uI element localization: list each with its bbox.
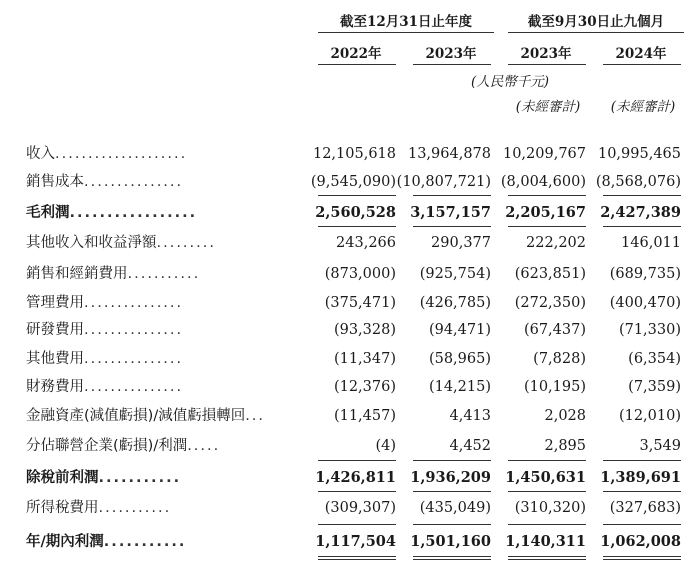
unaudited-label-2: (未經審計) xyxy=(610,99,676,115)
unaudited-label-1: (未經審計) xyxy=(515,99,581,115)
row-label xyxy=(26,142,187,166)
row-label-text: 金融資產(減值虧損)/減值虧損轉回 xyxy=(26,408,246,424)
row-value-col-3: 2,205,167 xyxy=(505,204,586,221)
table-row xyxy=(0,496,700,520)
table-row xyxy=(0,404,700,428)
sum-rule xyxy=(318,460,396,461)
row-value-col-3: (623,851) xyxy=(514,266,586,282)
row-value-col-3: (10,195) xyxy=(523,379,586,395)
row-value-col-2: (14,215) xyxy=(428,379,491,395)
row-value-col-4: 1,062,008 xyxy=(600,533,681,550)
row-value-col-2: 290,377 xyxy=(431,235,491,251)
row-label-text: 銷售和經銷費用 xyxy=(26,266,128,282)
row-value-col-4: (12,010) xyxy=(618,408,681,424)
row-label-text: 研發費用 xyxy=(26,322,84,338)
sum-rule xyxy=(603,460,681,461)
row-value-col-1: (309,307) xyxy=(324,500,396,516)
row-label-text: 銷售成本 xyxy=(26,174,84,190)
row-value-col-2: 3,157,157 xyxy=(410,204,491,221)
row-value-col-2: 1,501,160 xyxy=(410,533,491,550)
row-value-col-1: (873,000) xyxy=(324,266,396,282)
row-label xyxy=(26,434,220,458)
unit-label: (人民幣千元) xyxy=(470,74,550,90)
row-label-text: 毛利潤 xyxy=(26,205,70,221)
leader-dots: ........... xyxy=(103,534,187,550)
row-label-text: 除稅前利潤 xyxy=(26,470,99,486)
row-value-col-4: (7,359) xyxy=(628,379,681,395)
row-value-col-3: (272,350) xyxy=(514,295,586,311)
row-label-text: 其他收入和收益淨額 xyxy=(26,235,157,251)
table-row xyxy=(0,262,700,286)
row-label xyxy=(26,530,186,554)
row-label-text: 其他費用 xyxy=(26,351,84,367)
sum-rule xyxy=(508,556,586,557)
row-value-col-1: (11,347) xyxy=(333,351,396,367)
year-rule-3 xyxy=(508,64,586,65)
table-row xyxy=(0,142,700,166)
row-value-col-1: (9,545,090) xyxy=(310,174,396,190)
row-label xyxy=(26,496,171,520)
sum-rule xyxy=(508,524,586,525)
row-label xyxy=(26,404,265,428)
year-header-1: 2022年 xyxy=(330,46,382,62)
row-value-col-3: 10,209,767 xyxy=(502,146,586,162)
leader-dots: ......... xyxy=(156,235,216,251)
year-rule-2 xyxy=(413,64,491,65)
row-value-col-3: (310,320) xyxy=(514,500,586,516)
leader-dots: ............... xyxy=(84,351,184,367)
table-row xyxy=(0,231,700,255)
table-row xyxy=(0,375,700,399)
table-row xyxy=(0,434,700,458)
sum-rule xyxy=(413,559,491,560)
row-value-col-3: 222,202 xyxy=(526,235,586,251)
year-header-3: 2023年 xyxy=(520,46,572,62)
sum-rule xyxy=(508,226,586,227)
row-value-col-2: 4,413 xyxy=(449,408,491,424)
row-value-col-4: (689,735) xyxy=(609,266,681,282)
sum-rule xyxy=(603,559,681,560)
row-label xyxy=(26,262,200,286)
row-value-col-4: (8,568,076) xyxy=(595,174,681,190)
sum-rule xyxy=(508,460,586,461)
leader-dots: ..... xyxy=(187,438,221,454)
row-value-col-4: (6,354) xyxy=(628,351,681,367)
row-label-text: 收入 xyxy=(26,146,55,162)
header-group-annual: 截至12月31日止年度 xyxy=(339,14,473,30)
row-value-col-3: (7,828) xyxy=(533,351,586,367)
row-value-col-1: 243,266 xyxy=(336,235,396,251)
sum-rule xyxy=(508,491,586,492)
row-value-col-2: 1,936,209 xyxy=(410,469,491,486)
row-value-col-4: 1,389,691 xyxy=(600,469,681,486)
row-label xyxy=(26,170,183,194)
table-row xyxy=(0,466,700,490)
leader-dots: ............... xyxy=(84,322,184,338)
sum-rule xyxy=(508,559,586,560)
sum-rule xyxy=(603,491,681,492)
sum-rule xyxy=(413,556,491,557)
row-value-col-1: 2,560,528 xyxy=(315,204,396,221)
row-value-col-2: (426,785) xyxy=(419,295,491,311)
sum-rule xyxy=(603,524,681,525)
sum-rule xyxy=(413,524,491,525)
row-value-col-4: (400,470) xyxy=(609,295,681,311)
row-label xyxy=(26,231,216,255)
row-label-text: 所得稅費用 xyxy=(26,500,99,516)
row-label-text: 年/期內利潤 xyxy=(26,534,104,550)
row-label-text: 財務費用 xyxy=(26,379,84,395)
row-value-col-1: 1,117,504 xyxy=(315,533,396,550)
row-value-col-1: 1,426,811 xyxy=(315,469,396,486)
leader-dots: ............... xyxy=(84,379,184,395)
sum-rule xyxy=(413,226,491,227)
row-value-col-4: (71,330) xyxy=(618,322,681,338)
sum-rule xyxy=(318,195,396,196)
table-row xyxy=(0,318,700,342)
sum-rule xyxy=(318,524,396,525)
row-label xyxy=(26,466,181,490)
row-value-col-4: 3,549 xyxy=(639,438,681,454)
sum-rule xyxy=(318,559,396,560)
leader-dots: ........... xyxy=(98,500,172,516)
leader-dots: ... xyxy=(245,408,266,424)
row-value-col-4: 146,011 xyxy=(621,235,681,251)
table-row xyxy=(0,201,700,225)
table-row xyxy=(0,291,700,315)
sum-rule xyxy=(603,226,681,227)
row-value-col-4: 10,995,465 xyxy=(597,146,681,162)
row-value-col-3: 1,450,631 xyxy=(505,469,586,486)
row-label-text: 管理費用 xyxy=(26,295,84,311)
year-rule-1 xyxy=(318,64,396,65)
leader-dots: ................. xyxy=(69,205,198,221)
row-value-col-2: 13,964,878 xyxy=(407,146,491,162)
year-header-4: 2024年 xyxy=(615,46,667,62)
header-group-ninemonth: 截至9月30日止九個月 xyxy=(527,14,665,30)
row-label-text: 分佔聯營企業(虧損)/利潤 xyxy=(26,438,188,454)
leader-dots: ........... xyxy=(127,266,201,282)
row-value-col-2: 4,452 xyxy=(449,438,491,454)
row-value-col-1: 12,105,618 xyxy=(312,146,396,162)
table-row xyxy=(0,530,700,554)
header-group-ninemonth-rule xyxy=(508,32,684,33)
row-label xyxy=(26,375,183,399)
row-label xyxy=(26,291,183,315)
sum-rule xyxy=(413,195,491,196)
row-value-col-4: 2,427,389 xyxy=(600,204,681,221)
leader-dots: ............... xyxy=(84,174,184,190)
row-value-col-2: (435,049) xyxy=(419,500,491,516)
row-value-col-1: (11,457) xyxy=(333,408,396,424)
row-value-col-1: (93,328) xyxy=(333,322,396,338)
sum-rule xyxy=(413,460,491,461)
leader-dots: .................... xyxy=(55,146,188,162)
row-value-col-2: (58,965) xyxy=(428,351,491,367)
sum-rule xyxy=(413,491,491,492)
header-group-annual-rule xyxy=(318,32,494,33)
row-value-col-1: (375,471) xyxy=(324,295,396,311)
year-header-2: 2023年 xyxy=(425,46,477,62)
row-label xyxy=(26,318,183,342)
sum-rule xyxy=(318,226,396,227)
row-value-col-2: (94,471) xyxy=(428,322,491,338)
row-value-col-3: (8,004,600) xyxy=(500,174,586,190)
table-row xyxy=(0,170,700,194)
row-value-col-1: (4) xyxy=(375,438,396,454)
leader-dots: ........... xyxy=(98,470,182,486)
sum-rule xyxy=(318,491,396,492)
row-value-col-3: 2,028 xyxy=(544,408,586,424)
sum-rule xyxy=(603,195,681,196)
row-value-col-1: (12,376) xyxy=(333,379,396,395)
sum-rule xyxy=(508,195,586,196)
row-value-col-2: (10,807,721) xyxy=(396,174,491,190)
row-value-col-3: 2,895 xyxy=(544,438,586,454)
row-label xyxy=(26,201,197,225)
year-rule-4 xyxy=(603,64,681,65)
row-value-col-3: (67,437) xyxy=(523,322,586,338)
row-label xyxy=(26,347,183,371)
sum-rule xyxy=(318,556,396,557)
row-value-col-2: (925,754) xyxy=(419,266,491,282)
row-value-col-4: (327,683) xyxy=(609,500,681,516)
table-row xyxy=(0,347,700,371)
sum-rule xyxy=(603,556,681,557)
row-value-col-3: 1,140,311 xyxy=(505,533,586,550)
leader-dots: ............... xyxy=(84,295,184,311)
